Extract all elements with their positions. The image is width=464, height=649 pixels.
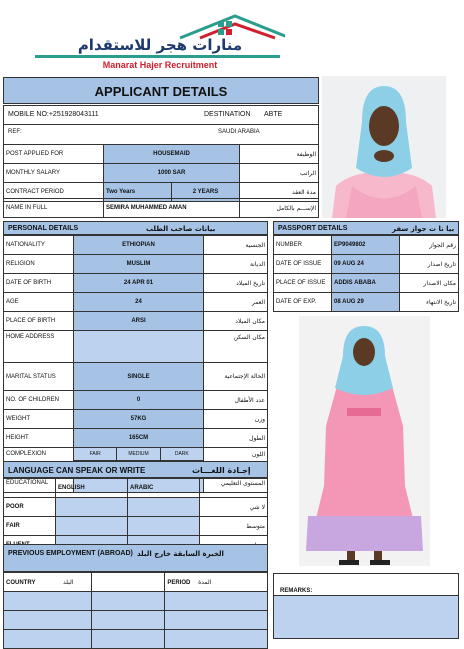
dob-value: 24 APR 01 — [74, 274, 204, 293]
language-header — [3, 461, 268, 478]
education-label: EDUCATIONAL — [4, 474, 74, 493]
salary-label-ar: الراتب — [240, 164, 319, 183]
passport-issue-date-label: DATE OF ISSUE — [274, 255, 332, 274]
weight-value: 57KG — [74, 410, 204, 429]
complexion-label-ar: اللون — [204, 448, 268, 474]
nationality-value: ETHIOPIAN — [74, 236, 204, 255]
lang-fair-label: FAIR — [4, 517, 56, 536]
passport-number-label-ar: رقم الجواز — [400, 236, 459, 255]
contract-label: CONTRACT PERIOD — [4, 183, 104, 202]
name-value: SEMIRA MUHAMMED AMAN — [104, 199, 240, 218]
passport-number-value: EP9049802 — [332, 236, 400, 255]
post-label: POST APPLIED FOR — [4, 145, 104, 164]
previous-employment-header — [3, 544, 268, 572]
passport-issue-place-value: ADDIS ABABA — [332, 274, 400, 293]
complexion-medium: MEDIUM — [117, 448, 160, 460]
passport-issue-place-label: PLACE OF ISSUE — [274, 274, 332, 293]
weight-label: WEIGHT — [4, 410, 74, 429]
dob-label-ar: تاريخ الميلاد — [204, 274, 268, 293]
complexion-label: COMPLEXION — [4, 448, 74, 474]
passport-expiry-label: DATE OF EXP. — [274, 293, 332, 312]
country-label: COUNTRY البلد — [4, 573, 92, 592]
salary-value: 1000 SAR — [104, 164, 240, 183]
dob-label: DATE OF BIRTH — [4, 274, 74, 293]
home-address-label: HOME ADDRESS — [4, 331, 74, 363]
home-address-value — [74, 331, 204, 363]
destination-code: ABTE — [264, 111, 283, 118]
height-label: HEIGHT — [4, 429, 74, 448]
period-label: PERIOD المدة — [165, 573, 268, 592]
height-label-ar: الطول — [204, 429, 268, 448]
marital-value: SINGLE — [74, 363, 204, 391]
ref-value: SAUDI ARABIA — [218, 129, 260, 135]
name-label: NAME IN FULL — [4, 199, 104, 218]
education-label-ar: المستوى التعليمي — [204, 474, 268, 493]
applicant-headshot-photo — [322, 76, 446, 218]
passport-issue-place-label-ar: مكان الاصدار — [400, 274, 459, 293]
children-label: NO. OF CHILDREN — [4, 391, 74, 410]
page-title: APPLICANT DETAILS — [3, 77, 319, 104]
passport-expiry-label-ar: تاريخ الانتهاء — [400, 293, 459, 312]
language-title: LANGUAGE CAN SPEAK OR WRITE — [8, 466, 146, 475]
personal-details-header — [3, 221, 268, 235]
personal-details-table — [3, 235, 268, 493]
contract-label-ar: مدة العقد — [240, 183, 319, 202]
children-label-ar: عدد الأطفال — [204, 391, 268, 410]
complexion-fair: FAIR — [74, 448, 117, 460]
passport-issue-date-value: 09 AUG 24 — [332, 255, 400, 274]
age-label: AGE — [4, 293, 74, 312]
home-address-label-ar: مكان السكن — [204, 331, 268, 363]
remarks-label: REMARKS: — [280, 588, 313, 594]
lang-arabic-header: ARABIC — [128, 479, 200, 498]
ref-label: REF: — [8, 129, 22, 135]
pob-label: PLACE OF BIRTH — [4, 312, 74, 331]
religion-label-ar: الديانة — [204, 255, 268, 274]
remarks-box — [273, 573, 459, 639]
passport-details-table — [273, 235, 459, 312]
weight-label-ar: وزن — [204, 410, 268, 429]
post-label-ar: الوظيفة — [240, 145, 319, 164]
nationality-label-ar: الجنسية — [204, 236, 268, 255]
applicant-full-body-photo — [299, 316, 430, 566]
children-value: 0 — [74, 391, 204, 410]
previous-employment-title-ar: الخبرة السابقة خارج البلد — [137, 550, 224, 558]
pob-value: ARSI — [74, 312, 204, 331]
post-value: HOUSEMAID — [104, 145, 240, 164]
contract-value-2: 2 YEARS — [172, 183, 240, 202]
name-label-ar: الإســـم بالكامل — [240, 199, 319, 218]
religion-label: RELIGION — [4, 255, 74, 274]
language-title-ar: إجـادة اللغـــات — [192, 466, 251, 475]
passport-number-label: NUMBER — [274, 236, 332, 255]
company-logo — [30, 6, 285, 70]
age-value: 24 — [74, 293, 204, 312]
mobile-number: MOBILE NO:+251928043111 — [8, 111, 99, 118]
lang-fair-label-ar: متوسط — [200, 517, 268, 536]
passport-issue-date-label-ar: تاريخ اصدار — [400, 255, 459, 274]
pob-label-ar: مكان الميلاد — [204, 312, 268, 331]
marital-label: MARITAL STATUS — [4, 363, 74, 391]
company-name-en: Manarat Hajer Recruitment — [102, 60, 218, 70]
passport-details-header — [273, 221, 459, 235]
marital-label-ar: الحالة الإجتماعية — [204, 363, 268, 391]
destination-label: DESTINATION — [204, 111, 251, 118]
lang-poor-label: POOR — [4, 498, 56, 517]
previous-employment-table — [3, 572, 268, 649]
passport-expiry-value: 08 AUG 29 — [332, 293, 400, 312]
previous-employment-title: PREVIOUS EMPLOYMENT (ABROAD) — [8, 550, 133, 557]
religion-value: MUSLIM — [74, 255, 204, 274]
personal-details-title: PERSONAL DETAILS — [8, 225, 79, 232]
height-value: 165CM — [74, 429, 204, 448]
contract-value-1: Two Years — [104, 183, 172, 202]
lang-poor-label-ar: لا شي — [200, 498, 268, 517]
complexion-dark: DARK — [174, 451, 189, 457]
age-label-ar: العمر — [204, 293, 268, 312]
passport-details-title: PASSPORT DETAILS — [278, 225, 348, 232]
company-name-ar: منارات هجر للاستقدام — [77, 36, 243, 54]
salary-label: MONTHLY SALARY — [4, 164, 104, 183]
passport-details-title-ar: بيا نا ت جواز سفر — [392, 225, 455, 233]
nationality-label: NATIONALITY — [4, 236, 74, 255]
lang-english-header: ENGLISH — [56, 479, 128, 498]
personal-details-title-ar: بيانات صاحب الطلب — [146, 225, 216, 233]
